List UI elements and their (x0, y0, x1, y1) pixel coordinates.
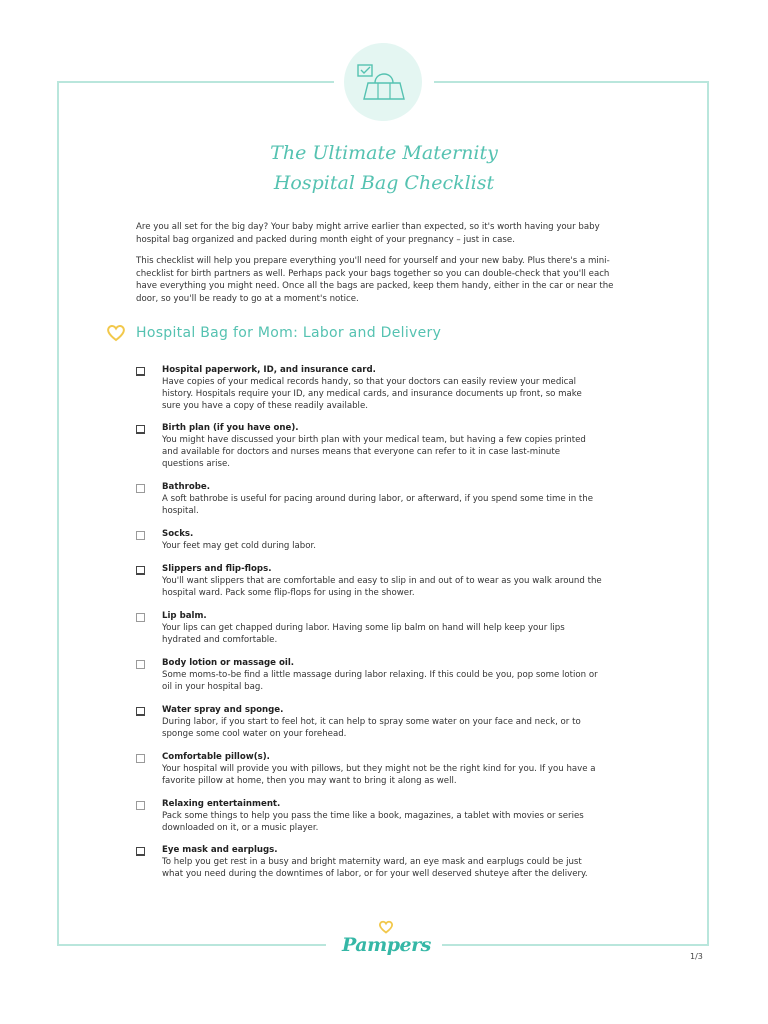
item-description: Have copies of your medical records handy, so that your doctors can easily review your medical history. Hospitals require your ID, any medical cards, and insurance documents up front, so make sure you have a copy of these readily available. (162, 377, 582, 412)
item-description: Your hospital will provide you with pillows, but they might not be the right kind for you. If you have a favorite pillow at home, then you may want to bring it along as well. (162, 764, 596, 787)
item-title: Socks. (162, 529, 194, 539)
item-title: Comfortable pillow(s). (162, 752, 270, 762)
item-title: Body lotion or massage oil. (162, 658, 295, 668)
checkbox[interactable] (136, 707, 145, 716)
checkbox[interactable] (136, 801, 145, 810)
section-title: Hospital Bag for Mom: Labor and Delivery (136, 325, 442, 341)
checkbox[interactable] (136, 484, 145, 493)
item-description: During labor, if you start to feel hot, it can help to spray some water on your face and neck, or to sponge some cool water on your forehead. (162, 717, 581, 740)
checkbox[interactable] (136, 754, 145, 763)
page-title (150, 138, 618, 198)
item-description: A soft bathrobe is useful for pacing around during labor, or afterward, if you spend some time in the hospital. (162, 494, 594, 517)
title-line-1: The Ultimate Maternity (270, 142, 498, 164)
pampers-logo (334, 920, 434, 964)
item-description: You'll want slippers that are comfortable and easy to slip in and out of to wear as you walk around the hospital ward. Pack some flip-flops for using in the shower. (162, 576, 602, 599)
checkbox[interactable] (136, 425, 145, 434)
heart-icon (106, 324, 126, 342)
checkbox[interactable] (136, 367, 145, 376)
page-number: 1/3 (690, 952, 703, 961)
checkbox[interactable] (136, 531, 145, 540)
item-title: Slippers and flip-flops. (162, 564, 272, 574)
section-header (106, 324, 441, 342)
item-description: You might have discussed your birth plan with your medical team, but having a few copies printed and available for doctors and nurses means that everyone can refer to it in case last-minute questions arise. (162, 435, 586, 470)
item-description: Your feet may get cold during labor. (162, 541, 316, 551)
item-title: Bathrobe. (162, 482, 210, 492)
item-description: Pack some things to help you pass the time like a book, magazines, a tablet with movies or series downloaded on it, or a music player. (162, 811, 584, 834)
checkbox[interactable] (136, 613, 145, 622)
item-description: To help you get rest in a busy and bright maternity ward, an eye mask and earplugs could be just what you need during the downtimes of labor, or for your well deserved shuteye after the delivery. (162, 857, 588, 880)
item-description: Your lips can get chapped during labor. Having some lip balm on hand will help keep your lips hydrated and comfortable. (162, 623, 565, 646)
checkbox[interactable] (136, 847, 145, 856)
item-description: Some moms-to-be find a little massage during labor relaxing. If this could be you, pop some lotion or oil in your hospital bag. (162, 670, 598, 693)
item-title: Eye mask and earplugs. (162, 845, 278, 855)
item-title: Hospital paperwork, ID, and insurance card. (162, 365, 376, 375)
item-title: Birth plan (if you have one). (162, 423, 299, 433)
item-title: Water spray and sponge. (162, 705, 284, 715)
item-title: Lip balm. (162, 611, 207, 621)
hospital-bag-checklist-icon (344, 43, 422, 121)
pampers-heart-icon (378, 920, 394, 934)
checkbox[interactable] (136, 660, 145, 669)
intro-paragraph-1: Are you all set for the big day? Your baby might arrive earlier than expected, so it's worth having your baby hospital bag organized and packed during month eight of your pregnancy – just in case. (136, 222, 600, 245)
brand-name: Pampers (342, 934, 431, 956)
checkbox[interactable] (136, 566, 145, 575)
intro-paragraph-2: This checklist will help you prepare everything you'll need for yourself and your new baby. Plus there's a mini-checklist for birth partners as well. Perhaps pack your bags together so you can double-check that you'll each have everything you might need. Once all the bags are packed, keep them handy, either in the car or near the door, so you'll be ready to go at a moment's notice. (136, 256, 614, 304)
item-title: Relaxing entertainment. (162, 799, 281, 809)
title-line-2: Hospital Bag Checklist (273, 172, 495, 194)
